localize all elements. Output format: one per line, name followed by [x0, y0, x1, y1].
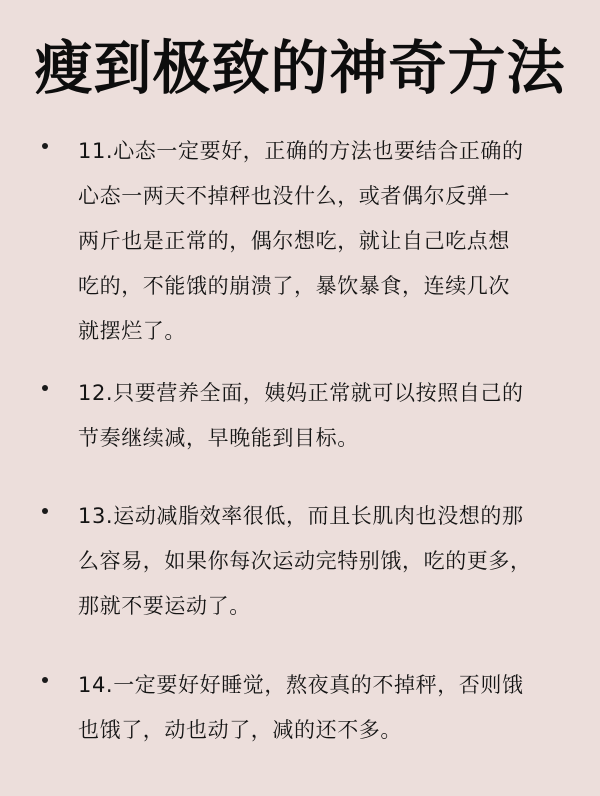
text-line: 11.心态一定要好，正确的方法也要结合正确的 [78, 139, 524, 163]
item-text [78, 663, 568, 753]
text-line: 那就不要运动了。 [78, 594, 251, 618]
text-line: 12.只要营养全面，姨妈正常就可以按照自己的 [78, 381, 524, 405]
text-line: 吃的，不能饿的崩溃了，暴饮暴食，连续几次 [78, 274, 510, 298]
text-line: 心态一两天不掉秤也没什么，或者偶尔反弹一 [78, 184, 510, 208]
text-line: 14.一定要好好睡觉，熬夜真的不掉秤，否则饿 [78, 673, 524, 697]
bullet-icon [42, 385, 48, 391]
text-line: 节奏继续减，早晚能到目标。 [78, 426, 359, 450]
item-text [78, 129, 568, 354]
text-line: 13.运动减脂效率很低，而且长肌肉也没想的那 [78, 504, 524, 528]
bullet-icon [42, 508, 48, 514]
item-text [78, 494, 568, 629]
text-line: 也饿了，动也动了，减的还不多。 [78, 718, 402, 742]
bullet-icon [42, 143, 48, 149]
item-text [78, 371, 568, 461]
text-line: 么容易，如果你每次运动完特别饿，吃的更多， [78, 549, 532, 573]
bullet-icon [42, 677, 48, 683]
page-title: 瘦到极致的神奇方法 [34, 34, 566, 102]
text-line: 就摆烂了。 [78, 319, 186, 343]
text-line: 两斤也是正常的，偶尔想吃，就让自己吃点想 [78, 229, 510, 253]
